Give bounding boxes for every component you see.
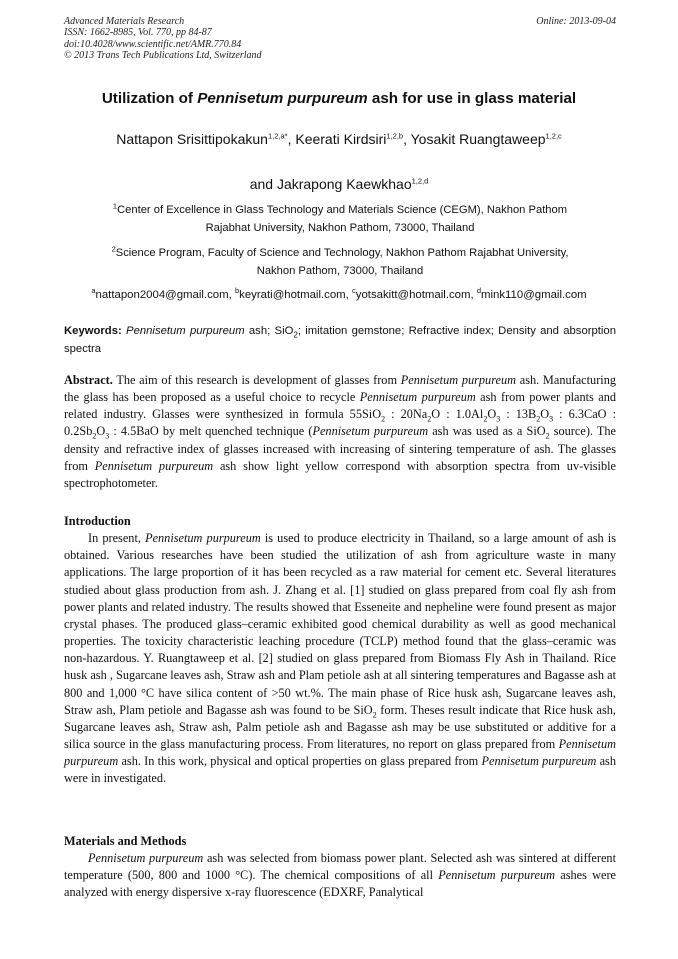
- introduction-section: [64, 513, 616, 788]
- journal-issn: ISSN: 1662-8985, Vol. 770, pp 84-87: [64, 27, 212, 39]
- introduction-paragraph: In present, Pennisetum purpureum is used to produce electricity in Thailand, so a large amount of ash is obtained. Various researches have been studied the utilization of ash from agriculture waste in many applications. The large proportion of it has been recycled as a raw material for cement etc. Several literatures studied about glass production from ash. J. Zhang et al. [1] studied on glass prepared from coal fly ash from power plants and related industry. The results showed that Esseneite and nepheline were found present as major crystal phases. The produced glass–ceramic exhibited good chemical durability as well as good mechanical properties. The toxicity characteristic leaching procedure (TCLP) method found that the glass–ceramic was non-hazardous. Y. Ruangtaweep et al. [2] studied on glass prepared from Biomass Fly Ash in Thailand. Rice husk ash , Sugarcane leaves ash, Straw ash and Plam petiole ash at all sintering temperatures and Bagasse ash at 800 and 1,000 °C have silica content of >50 wt.%. The main phase of Rice husk ash, Sugarcane leaves ash, Straw ash, Plam petiole and Bagasse ash was found to be SiO$_2$ form. Theses result indicate that Rice husk ash, Sugarcane leaves ash, Straw ash, Palm petiole ash and Bagasse ash may be use substituted or additive for a silica source in the glass manufacturing process. From literatures, no report on glass prepared from Pennisetum purpureum ash. In this work, physical and optical properties on glass prepared from Pennisetum purpureum ash were in investigated.: [64, 531, 616, 786]
- methods-paragraph: Pennisetum purpureum ash was selected from biomass power plant. Selected ash was sintered at different temperature (500, 800 and 1000 °C). The chemical compositions of all Pennisetum purpureum ashes were analyzed with energy dispersive x-ray fluorescence (EDXRF, Panalytical: [64, 851, 616, 900]
- keywords: Keywords: Pennisetum purpureum ash; SiO$_2$; imitation gemstone; Refractive index; Density and absorption spectra: [64, 325, 616, 355]
- author-list: Nattapon Srisittipokakun$^{1,2,a*}$, Keerati Kirdsiri$^{1,2,b}$, Yosakit Ruangtaweep$^{1,2,c}$: [116, 131, 562, 147]
- journal-name: Advanced Materials Research: [64, 16, 185, 27]
- abstract: Abstract. The aim of this research is development of glasses from Pennisetum purpureum ash. Manufacturing the glass has been proposed as a useful choice to recycle Pennisetum purpureum ash from power plants and related industry. Glasses were synthesized in formula 55SiO$_2$ : $20Na_2O$ : $1.0Al_2O_3$ : $13B_2O_3$ : 6.3CaO : $0.2Sb_2O_3$ : 4.5BaO by melt quenched technique (Pennisetum purpureum ash was used as a SiO$_2$ source). The density and refractive index of glasses increased with increasing of sintering temperature of ash. The glasses from Pennisetum purpureum ash show light yellow correspond with absorption spectra from uv-visible spectrophotometer.: [64, 373, 617, 490]
- journal-doi: doi:10.4028/www.scientific.net/AMR.770.84: [64, 38, 242, 50]
- methods-section: [64, 833, 616, 902]
- methods-heading: Materials and Methods: [64, 834, 187, 848]
- journal-header: [64, 16, 616, 61]
- journal-copyright: © 2013 Trans Tech Publications Ltd, Switzerland: [64, 49, 262, 61]
- affiliation-2: $^2$Science Program, Faculty of Science and Technology, Nakhon Pathom Rajabhat University, Nakhon Pathom, 73000, Thailand: [111, 244, 569, 277]
- author-emails: $^a$nattapon2004@gmail.com, $^b$keyrati@hotmail.com, $^c$yotsakitt@hotmail.com, $^d$mink110@gmail.com: [91, 286, 587, 301]
- online-date: Online: 2013-09-04: [536, 16, 616, 27]
- author-list-line2: and Jakrapong Kaewkhao$^{1,2,d}$: [249, 176, 429, 192]
- affiliation-1: $^1$Center of Excellence in Glass Technology and Materials Science (CEGM), Nakhon Pathom Rajabhat University, Nakhon Pathom, 73000, Thailand: [112, 201, 568, 234]
- introduction-heading: Introduction: [64, 514, 131, 528]
- paper-title: Utilization of Pennisetum purpureum ash for use in glass material: [101, 90, 577, 107]
